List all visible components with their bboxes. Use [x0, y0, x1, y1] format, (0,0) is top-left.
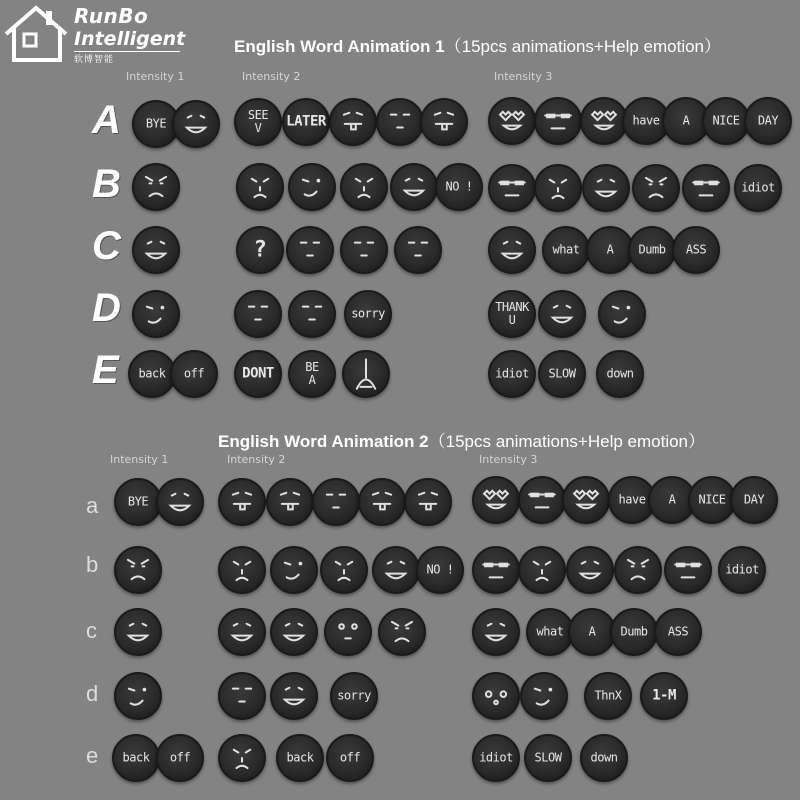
tongue-face-coin: [420, 98, 468, 146]
word-coin-dumb: [610, 608, 658, 656]
neutral-face-icon: [288, 228, 332, 272]
cool-face-icon: [666, 548, 710, 592]
word-coin-what: [526, 608, 574, 656]
smiling-face-coin: [156, 478, 204, 526]
word-coin-day: [730, 476, 778, 524]
middle-finger-coin: [342, 350, 390, 398]
surprised-face-coin: [324, 608, 372, 656]
winking-face-icon: [290, 165, 334, 209]
surprised-o-face-icon: [474, 674, 518, 718]
smiling-face-coin: [472, 608, 520, 656]
neutral-face-coin: [234, 290, 282, 338]
tongue-face-coin: [218, 478, 266, 526]
angry-face-icon: [380, 610, 424, 654]
word-text: sorry: [337, 688, 371, 703]
row-label-a: a: [86, 493, 99, 518]
word-text: LATER: [286, 113, 326, 130]
word-text: SLOW: [548, 366, 576, 381]
word-coin-idiot: [472, 734, 520, 782]
row-label-D: D: [92, 286, 121, 330]
word-coin-a: [586, 226, 634, 274]
row-label-e: e: [86, 743, 99, 768]
tongue-face-icon: [220, 480, 264, 524]
smiling-face-coin: [566, 546, 614, 594]
heart-eyes-face-coin: [472, 476, 520, 524]
sad-face-coin: [236, 163, 284, 211]
word-text: idiot: [725, 562, 759, 577]
word-text: NICE: [698, 492, 726, 507]
word-text: A: [606, 242, 614, 257]
word-coin-back: [276, 734, 324, 782]
sad-face-coin: [320, 546, 368, 594]
winking-face-icon: [522, 674, 566, 718]
heart-eyes-face-coin: [488, 97, 536, 145]
surprised-o-face-coin: [472, 672, 520, 720]
section2-title: [218, 427, 705, 452]
smiling-face-icon: [540, 292, 584, 336]
smiling-face-icon: [584, 166, 628, 210]
word-coin-bye: [114, 478, 162, 526]
word-text: ASS: [667, 624, 689, 639]
angry-face-icon: [134, 165, 178, 209]
row-label-b: b: [86, 552, 99, 577]
sad-face-coin: [534, 164, 582, 212]
word-text: have: [618, 492, 646, 507]
cool-face-coin: [682, 164, 730, 212]
section1-intensity-3: Intensity 3: [494, 70, 553, 83]
word-coin-what: [542, 226, 590, 274]
smiling-face-coin: [218, 608, 266, 656]
word-text: ?: [253, 237, 267, 263]
sad-face-icon: [322, 548, 366, 592]
word-text: off: [169, 750, 191, 765]
smiling-face-coin: [270, 672, 318, 720]
tongue-face-coin: [358, 478, 406, 526]
heart-eyes-face-icon: [474, 478, 518, 522]
word-coin-thank: [488, 290, 536, 338]
word-text: off: [339, 750, 361, 765]
word-coin-no: [416, 546, 464, 594]
section1-subtitle: （15pcs animations+Help emotion）: [444, 37, 722, 56]
cool-face-icon: [474, 548, 518, 592]
word-coin-sorry: [344, 290, 392, 338]
smiling-face-icon: [474, 610, 518, 654]
tongue-face-icon: [331, 100, 375, 144]
row-label-d: d: [86, 681, 99, 706]
word-coin-slow: [524, 734, 572, 782]
winking-face-icon: [600, 292, 644, 336]
word-coin-nice: [688, 476, 736, 524]
winking-face-icon: [116, 674, 160, 718]
word-coin-idiot: [488, 350, 536, 398]
neutral-face-coin: [218, 672, 266, 720]
cool-face-coin: [472, 546, 520, 594]
word-text: down: [606, 366, 634, 381]
surprised-face-icon: [326, 610, 370, 654]
word-coin-nice: [702, 97, 750, 145]
smiling-face-coin: [538, 290, 586, 338]
neutral-face-coin: [340, 226, 388, 274]
row-label-C: C: [92, 224, 121, 268]
smiling-face-coin: [114, 608, 162, 656]
sad-face-coin: [218, 546, 266, 594]
word-coin-sorry: [330, 672, 378, 720]
angry-face-coin: [614, 546, 662, 594]
cool-face-coin: [534, 97, 582, 145]
word-text: BYE: [145, 116, 167, 131]
winking-face-coin: [132, 290, 180, 338]
sad-face-icon: [342, 165, 386, 209]
smiling-face-icon: [174, 102, 218, 146]
heart-eyes-face-icon: [564, 478, 608, 522]
word-coin-off: [170, 350, 218, 398]
word-text: SEE V: [247, 108, 269, 135]
neutral-face-icon: [220, 674, 264, 718]
logo-text-intelligent: Intelligent: [74, 28, 186, 50]
word-text: NO !: [445, 179, 473, 194]
tongue-face-icon: [360, 480, 404, 524]
word-coin-ass: [672, 226, 720, 274]
smiling-face-coin: [372, 546, 420, 594]
cool-face-icon: [536, 99, 580, 143]
word-text: SLOW: [534, 750, 562, 765]
word-coin-day: [744, 97, 792, 145]
word-coin-down: [580, 734, 628, 782]
angry-face-icon: [616, 548, 660, 592]
smiling-face-icon: [392, 165, 436, 209]
logo-text-runbo: RunBo: [74, 4, 149, 28]
word-text: A: [682, 113, 690, 128]
row-label-A: A: [92, 98, 121, 142]
company-logo: [2, 2, 192, 64]
sad-face-coin: [340, 163, 388, 211]
neutral-face-icon: [290, 292, 334, 336]
word-coin-dumb: [628, 226, 676, 274]
word-text: DAY: [743, 492, 765, 507]
word-text: what: [536, 624, 564, 639]
smiling-face-icon: [568, 548, 612, 592]
word-coin-onem: [640, 672, 688, 720]
angry-face-coin: [114, 546, 162, 594]
sad-face-icon: [520, 548, 564, 592]
word-coin-no: [435, 163, 483, 211]
section1-intensity-2: Intensity 2: [242, 70, 301, 83]
word-text: ASS: [685, 242, 707, 257]
word-text: sorry: [351, 306, 385, 321]
word-coin-idiot: [734, 164, 782, 212]
winking-face-coin: [520, 672, 568, 720]
cool-face-coin: [488, 164, 536, 212]
cool-face-icon: [684, 166, 728, 210]
word-text: what: [552, 242, 580, 257]
cool-face-coin: [518, 476, 566, 524]
section2-subtitle: （15pcs animations+Help emotion）: [428, 432, 706, 451]
word-coin-off: [156, 734, 204, 782]
cool-face-icon: [490, 166, 534, 210]
smiling-face-icon: [116, 610, 160, 654]
word-coin-back: [128, 350, 176, 398]
word-coin-idiot: [718, 546, 766, 594]
word-text: back: [138, 366, 166, 381]
cool-face-icon: [520, 478, 564, 522]
sad-face-coin: [218, 734, 266, 782]
tongue-face-icon: [422, 100, 466, 144]
neutral-face-coin: [376, 98, 424, 146]
row-label-c: c: [86, 618, 97, 643]
neutral-face-coin: [394, 226, 442, 274]
heart-eyes-face-icon: [490, 99, 534, 143]
smiling-face-coin: [582, 164, 630, 212]
word-text: ThnX: [594, 688, 622, 703]
logo-text-chinese: 软博智能: [74, 55, 115, 65]
angry-face-icon: [116, 548, 160, 592]
row-label-B: B: [92, 162, 121, 206]
neutral-face-icon: [342, 228, 386, 272]
tongue-face-icon: [268, 480, 312, 524]
word-text: idiot: [479, 750, 513, 765]
word-text: A: [668, 492, 676, 507]
tongue-face-coin: [266, 478, 314, 526]
angry-face-coin: [378, 608, 426, 656]
word-text: have: [632, 113, 660, 128]
word-coin-be: [288, 350, 336, 398]
angry-face-coin: [132, 163, 180, 211]
word-text: THANK U: [495, 300, 529, 327]
word-text: DONT: [242, 365, 274, 382]
sad-face-icon: [536, 166, 580, 210]
word-text: back: [286, 750, 314, 765]
word-coin-later: [282, 98, 330, 146]
neutral-face-icon: [378, 100, 422, 144]
neutral-face-coin: [312, 478, 360, 526]
word-text: Dumb: [638, 242, 666, 257]
neutral-face-coin: [288, 290, 336, 338]
winking-face-coin: [598, 290, 646, 338]
smiling-face-icon: [158, 480, 202, 524]
word-coin-down: [596, 350, 644, 398]
word-coin-thnx: [584, 672, 632, 720]
word-text: off: [183, 366, 205, 381]
cool-face-coin: [664, 546, 712, 594]
word-text: BYE: [127, 494, 149, 509]
word-coin-q: [236, 226, 284, 274]
angry-face-coin: [632, 164, 680, 212]
house-icon: [2, 2, 72, 64]
smiling-face-coin: [390, 163, 438, 211]
word-text: Dumb: [620, 624, 648, 639]
word-text: 1-M: [652, 687, 676, 704]
word-coin-dont: [234, 350, 282, 398]
smiling-face-icon: [272, 674, 316, 718]
tongue-face-coin: [404, 478, 452, 526]
section1-title-text: English Word Animation 1: [234, 37, 445, 56]
sad-face-icon: [220, 736, 264, 780]
smiling-face-icon: [374, 548, 418, 592]
winking-face-coin: [114, 672, 162, 720]
word-coin-see: [234, 98, 282, 146]
middle-finger-icon: [344, 352, 388, 396]
word-text: NO !: [426, 562, 454, 577]
smiling-face-icon: [220, 610, 264, 654]
smiling-face-icon: [134, 228, 178, 272]
winking-face-coin: [288, 163, 336, 211]
sad-face-icon: [220, 548, 264, 592]
word-coin-back: [112, 734, 160, 782]
word-coin-ass: [654, 608, 702, 656]
heart-eyes-face-coin: [562, 476, 610, 524]
winking-face-icon: [272, 548, 316, 592]
smiling-face-coin: [172, 100, 220, 148]
word-text: idiot: [741, 180, 775, 195]
neutral-face-coin: [286, 226, 334, 274]
sad-face-coin: [518, 546, 566, 594]
word-text: back: [122, 750, 150, 765]
word-text: NICE: [712, 113, 740, 128]
smiling-face-coin: [270, 608, 318, 656]
angry-face-icon: [634, 166, 678, 210]
row-label-E: E: [92, 348, 119, 392]
neutral-face-icon: [314, 480, 358, 524]
section2-title-text: English Word Animation 2: [218, 432, 429, 451]
section1-title: [234, 32, 721, 57]
section2-intensity-2: Intensity 2: [227, 453, 286, 466]
heart-eyes-face-coin: [580, 97, 628, 145]
section2-intensity-3: Intensity 3: [479, 453, 538, 466]
section1-intensity-1: Intensity 1: [126, 70, 185, 83]
word-coin-off: [326, 734, 374, 782]
tongue-face-icon: [406, 480, 450, 524]
tongue-face-coin: [329, 98, 377, 146]
sad-face-icon: [238, 165, 282, 209]
word-text: down: [590, 750, 618, 765]
word-text: idiot: [495, 366, 529, 381]
smiling-face-coin: [132, 226, 180, 274]
neutral-face-icon: [396, 228, 440, 272]
heart-eyes-face-icon: [582, 99, 626, 143]
neutral-face-icon: [236, 292, 280, 336]
word-coin-slow: [538, 350, 586, 398]
word-text: A: [588, 624, 596, 639]
word-text: DAY: [757, 113, 779, 128]
word-coin-a: [568, 608, 616, 656]
smiling-face-coin: [488, 226, 536, 274]
winking-face-icon: [134, 292, 178, 336]
winking-face-coin: [270, 546, 318, 594]
section2-intensity-1: Intensity 1: [110, 453, 169, 466]
smiling-face-icon: [272, 610, 316, 654]
smiling-face-icon: [490, 228, 534, 272]
word-text: BE A: [305, 360, 319, 387]
